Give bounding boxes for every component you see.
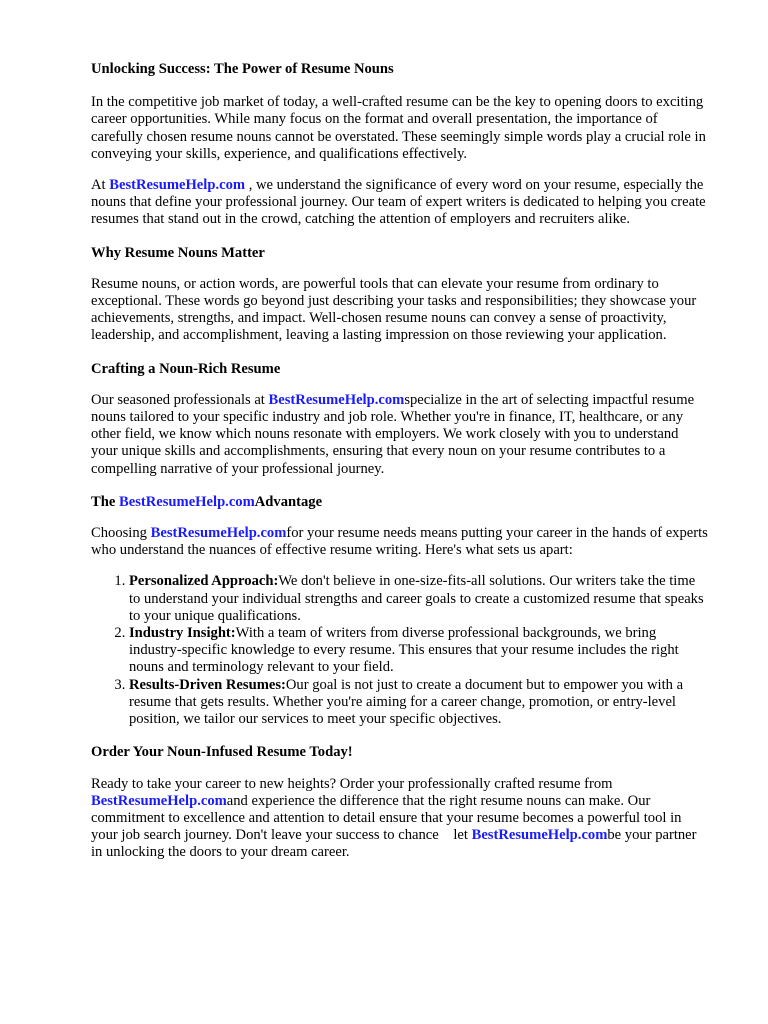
advantage-list <box>91 573 708 728</box>
brand-link[interactable]: BestResumeHelp.com <box>471 827 608 844</box>
document-title: Unlocking Success: The Power of Resume Nouns <box>91 61 394 77</box>
intro-paragraph: In the competitive job market of today, a well-crafted resume can be the key to opening doors to exciting career opportunities. While many focus on the format and overall presentation, the importance of carefully chosen resume nouns cannot be overstated. These seemingly simple words play a crucial role in conveying your skills, experience, and qualifications effectively. <box>91 94 706 162</box>
list-item <box>129 677 708 729</box>
advantage-suffix: for your resume needs means putting your career in the hands of experts who understand the nuances of effective resume writing. Here's what sets us apart: <box>91 525 708 559</box>
list-item <box>129 625 708 677</box>
crafting-paragraph <box>91 392 708 478</box>
advantage-paragraph <box>91 525 708 559</box>
section-heading-advantage <box>91 494 708 511</box>
order-suffix: be your partner in unlocking the doors to your dream career. <box>91 827 697 861</box>
brand-link[interactable]: BestResumeHelp.com <box>268 391 405 408</box>
about-prefix: At <box>91 177 106 194</box>
order-middle: and experience the difference that the right resume nouns can make. Our commitment to excellence and attention to detail ensure that your resume becomes a powerful tool in your job search journey. Don't leave your success to chance let <box>91 792 686 844</box>
list-item-text: Our goal is not just to create a document but to empower you with a resume that gets results. Whether you're aiming for a career change, promotion, or entry-level position, we tailor our services to meet your specific objectives. <box>129 676 684 728</box>
list-item-label: Industry Insight: <box>129 625 236 642</box>
brand-link[interactable]: BestResumeHelp.com <box>109 177 246 194</box>
crafting-prefix: Our seasoned professionals at <box>91 391 265 408</box>
list-item-text: With a team of writers from diverse professional backgrounds, we bring industry-specific knowledge to every resume. This ensures that your resume includes the right nouns and terminology relevant to your field. <box>129 625 679 676</box>
list-item-label: Personalized Approach: <box>129 573 279 590</box>
section-heading-crafting: Crafting a Noun-Rich Resume <box>91 360 281 377</box>
list-item-label: Results-Driven Resumes: <box>129 676 286 693</box>
order-paragraph <box>91 776 708 862</box>
advantage-heading-prefix: The <box>91 493 116 510</box>
section-heading-why-nouns: Why Resume Nouns Matter <box>91 244 265 261</box>
list-item <box>129 573 708 625</box>
brand-link[interactable]: BestResumeHelp.com <box>91 792 227 809</box>
advantage-heading-suffix: Advantage <box>254 493 323 510</box>
about-suffix: , we understand the significance of every word on your resume, especially the nouns that define your professional journey. Our team of expert writers is dedicated to helping you create resumes that stand out in the crowd, catching the attention of employers and recruiters alike. <box>91 177 706 228</box>
list-item-text: We don't believe in one-size-fits-all solutions. Our writers take the time to understand your individual strengths and career goals to create a customized resume that speaks to your unique qualifications. <box>129 573 704 624</box>
advantage-prefix: Choosing <box>91 525 147 542</box>
about-paragraph <box>91 177 708 229</box>
crafting-suffix: specialize in the art of selecting impactful resume nouns tailored to your specific industry and job role. Whether you're in finance, IT, healthcare, or any other field, we know which nouns resonate with employers. We work closely with you to understand your unique skills and accomplishments, ensuring that every noun on your resume contributes to a compelling narrative of your professional journey. <box>91 391 695 477</box>
order-prefix: Ready to take your career to new heights? Order your professionally crafted resume from <box>91 775 613 792</box>
brand-link[interactable]: BestResumeHelp.com <box>118 493 255 510</box>
section-heading-order: Order Your Noun-Infused Resume Today! <box>91 744 353 761</box>
brand-link[interactable]: BestResumeHelp.com <box>150 525 287 542</box>
why-nouns-paragraph: Resume nouns, or action words, are powerful tools that can elevate your resume from ordinary to exceptional. These words go beyond just describing your tasks and responsibilities; they showcase your achievements, strengths, and impact. Well-chosen resume nouns can convey a sense of proactivity, leadership, and accomplishment, leaving a lasting impression on those reviewing your application. <box>91 275 697 344</box>
